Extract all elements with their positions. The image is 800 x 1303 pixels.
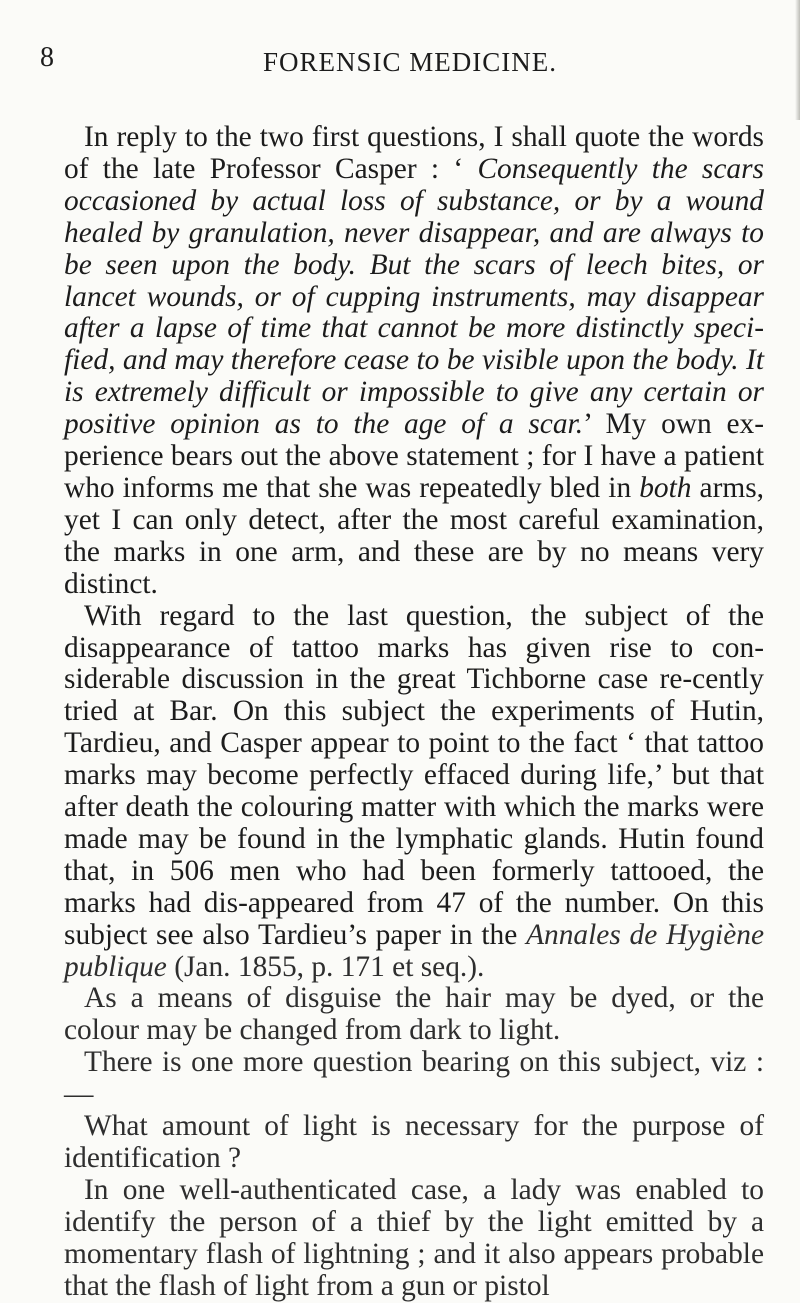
running-head: FORENSIC MEDICINE. <box>262 47 557 77</box>
paragraph-lightning-case: In one well-authenticated case, a lady was enabled to identify the person of a thief by the light emitted by a momentary flash of lightning ; and it also appears probable that the flash of light from a gun or pistol <box>64 1173 764 1302</box>
page-number: 8 <box>40 42 54 73</box>
paragraph-light-question: What amount of light is necessary for the purpose of identification ? <box>64 1110 764 1174</box>
journal-title: Annales de Hygiène publique <box>64 918 764 983</box>
paragraph-text: ’ My own ex-perience bears out the above statement ; for I have a patient who informs me that she was repeatedly bled in <box>64 408 764 504</box>
paragraph-disguise: As a means of disguise the hair may be dyed, or the colour may be changed from dark to light. <box>64 982 764 1047</box>
paragraph-one-more-question: There is one more question bearing on this subject, viz :— <box>64 1046 764 1111</box>
paragraph-text: In reply to the two first questions, I shall quote the words of the late Professor Casper : ‘ <box>64 121 764 185</box>
emphasis-both: both <box>639 471 692 504</box>
casper-quotation: Consequently the scars occasioned by actual loss of substance, or by a wound healed by granulation, never disappear, and are always to be seen upon the body. But the scars of leech bites, or lancet wounds, or of cupping instruments, may disappear after a lapse of time that cannot be more distinctly speci-fied, and may therefore cease to be visible upon the body. It is extremely difficult or impossible to give any certain or positive opinion as to the age of a scar. <box>64 152 764 441</box>
paragraph-casper-quote <box>64 122 764 601</box>
paragraph-text: With regard to the last question, the subject of the disappearance of tattoo marks has given rise to con-siderable discussion in the great Tichborne case re-cently tried at Bar. On this subject the experiments of Hutin, Tardieu, and Casper appear to point to the fact ‘ that tattoo marks may become perfectly effaced during life,’ but that after death the colouring matter with which the marks were made may be found in the lymphatic glands. Hutin found that, in 506 men who had been formerly tattooed, the marks had dis-appeared from 47 of the number. On this subject see also Tardieu’s paper in the <box>64 599 764 951</box>
paragraph-tattoo-marks <box>64 601 764 984</box>
page-header <box>0 38 800 78</box>
body-text <box>64 122 764 1303</box>
paragraph-text: arms, yet I can only detect, after the most careful examination, the marks in one arm, and these are by no means very distinct. <box>64 471 764 600</box>
paragraph-text: (Jan. 1855, p. 171 et seq.). <box>166 950 485 983</box>
